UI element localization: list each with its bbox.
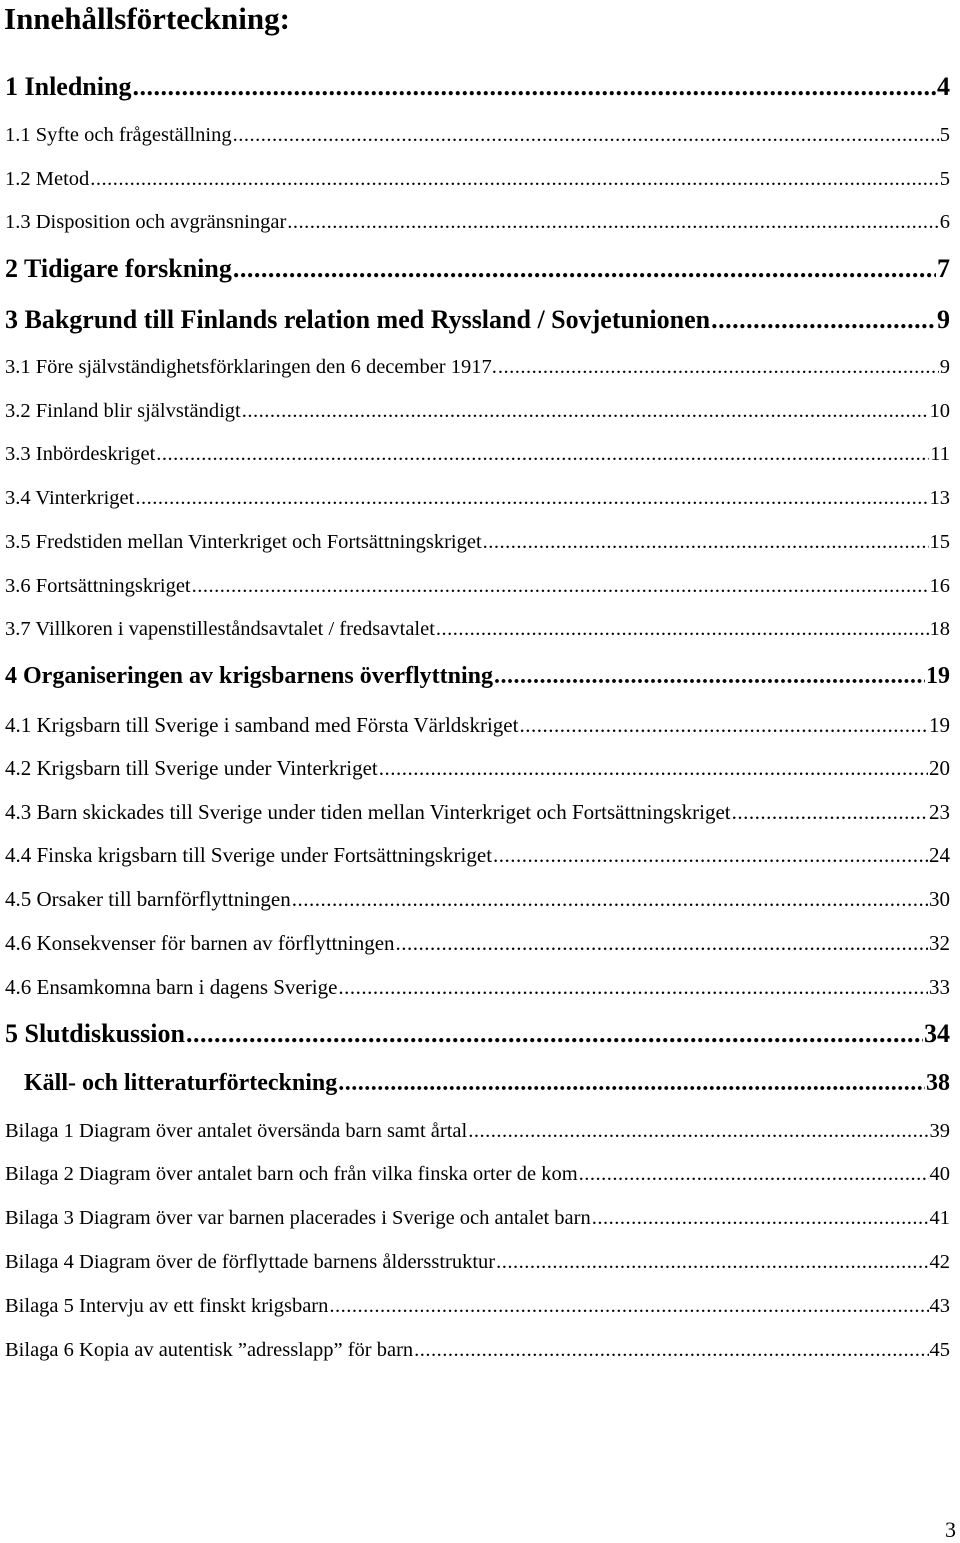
toc-leader-dots [711,305,936,335]
toc-entry[interactable] [5,1339,950,1362]
toc-entry-label: 1.2 Metod [5,168,90,190]
toc-entry[interactable] [5,1019,950,1049]
toc-entry-label: 4.5 Orsaker till barnförflyttningen [5,887,291,911]
toc-entry[interactable] [5,1120,950,1143]
toc-entry-page: 32 [929,931,950,955]
toc-entry-label: 5 Slutdiskussion [5,1019,185,1048]
toc-entry-label: 4 Organiseringen av krigsbarnens överflyttning [5,663,494,689]
toc-entry-label: 4.3 Barn skickades till Sverige under tiden mellan Vinterkriget och Fortsättningskriget [5,800,731,824]
toc-leader-dots [498,356,939,379]
toc-entry[interactable] [5,400,950,423]
toc-entry-page: 18 [929,618,950,640]
toc-entry-page: 30 [929,887,950,911]
toc-leader-dots [592,1207,929,1230]
toc-entry[interactable] [5,487,950,510]
toc-entry-page: 10 [929,400,950,422]
toc-leader-dots [287,211,938,234]
toc-leader-dots [414,1339,928,1362]
toc-leader-dots [156,443,929,466]
toc-entry[interactable] [5,575,950,598]
toc-entry-page: 5 [939,168,950,190]
toc-leader-dots [732,800,928,825]
toc-entry-label: Bilaga 4 Diagram över de förflyttade barnens åldersstruktur [5,1251,496,1273]
toc-entry[interactable] [5,663,950,690]
toc-entry-label: 4.6 Konsekvenser för barnen av förflyttningen [5,931,395,955]
toc-entry[interactable] [5,713,950,738]
toc-entry-page: 19 [926,663,950,689]
toc-entry-page: 40 [929,1163,950,1185]
toc-entry-page: 11 [930,443,950,465]
toc-entry-page: 19 [929,713,950,737]
toc-leader-dots [379,756,928,781]
toc-entry[interactable] [5,975,950,1000]
toc-leader-dots [233,254,936,284]
toc-entry-page: 33 [929,975,950,999]
toc-entry-page: 16 [929,575,950,597]
toc-entry-label: 3.2 Finland blir självständigt [5,400,241,422]
toc-entry-page: 43 [929,1295,950,1317]
toc-entry[interactable] [5,756,950,781]
page-number: 3 [945,1517,956,1542]
toc-leader-dots [135,487,928,510]
toc-leader-dots [329,1295,928,1318]
toc-entry-page: 4 [937,72,950,101]
toc-entry[interactable] [5,1070,950,1097]
toc-entry-label: 4.1 Krigsbarn till Sverige i samband med Första Världskriget [5,713,519,737]
toc-entry-label: 3.4 Vinterkriget [5,487,135,509]
toc-leader-dots [186,1019,923,1049]
toc-entry-label: Bilaga 1 Diagram över antalet översända barn samt årtal [5,1120,468,1142]
page-title: Innehållsförteckning: [4,1,290,36]
toc-entry-page: 20 [929,756,950,780]
toc-entry-page: 13 [929,487,950,509]
toc-entry-label: 1 Inledning [5,72,132,101]
toc-entry[interactable] [5,800,950,825]
toc-leader-dots [436,618,929,641]
toc-leader-dots [192,575,929,598]
toc-entry[interactable] [5,72,950,102]
toc-leader-dots [468,1120,928,1143]
toc-entry[interactable] [5,531,950,554]
toc-leader-dots [396,931,928,956]
toc-entry-label: Käll- och litteraturförteckning [24,1070,338,1096]
toc-leader-dots [496,1251,928,1274]
toc-entry[interactable] [5,1295,950,1318]
toc-entry-label: 1.3 Disposition och avgränsningar [5,211,287,233]
toc-entry-label: Bilaga 3 Diagram över var barnen placerades i Sverige och antalet barn [5,1207,591,1229]
toc-entry-page: 45 [929,1339,950,1361]
toc-leader-dots [579,1163,929,1186]
toc-leader-dots [338,1070,925,1097]
toc-entry-label: 4.6 Ensamkomna barn i dagens Sverige [5,975,338,999]
toc-leader-dots [483,531,929,554]
toc-entry-label: 2 Tidigare forskning [5,254,232,283]
toc-leader-dots [494,663,925,690]
toc-entry[interactable] [5,1163,950,1186]
toc-leader-dots [233,124,939,147]
toc-entry-page: 9 [937,305,950,334]
toc-entry-page: 24 [929,843,950,867]
toc-entry-page: 5 [939,124,950,146]
toc-leader-dots [338,975,928,1000]
toc-leader-dots [493,843,928,868]
toc-entry-page: 39 [929,1120,950,1142]
toc-entry[interactable] [5,168,950,191]
toc-entry-page: 38 [926,1070,950,1096]
toc-leader-dots [90,168,938,191]
toc-entry-page: 7 [937,254,950,283]
toc-entry-label: 1.1 Syfte och frågeställning [5,124,232,146]
toc-entry-page: 34 [924,1019,950,1048]
toc-entry[interactable] [5,843,950,868]
toc-entry-page: 41 [929,1207,950,1229]
toc-entry-page: 6 [939,211,950,233]
toc-entry-label: 4.2 Krigsbarn till Sverige under Vinterkriget [5,756,378,780]
toc-entry-page: 23 [929,800,950,824]
toc-entry[interactable] [5,887,950,912]
toc-entry[interactable] [5,124,950,147]
toc-entry-label: 3 Bakgrund till Finlands relation med Ryssland / Sovjetunionen [5,305,711,334]
toc-leader-dots [519,713,928,738]
toc-entry-page: 9 [939,356,950,378]
toc-entry[interactable] [5,211,950,234]
toc-entry[interactable] [5,254,950,284]
toc-entry[interactable] [5,443,950,466]
toc-entry-label: 3.5 Fredstiden mellan Vinterkriget och Fortsättningskriget [5,531,482,553]
toc-leader-dots [242,400,929,423]
toc-entry-label: 3.6 Fortsättningskriget [5,575,191,597]
toc-entry-label: 3.3 Inbördeskriget [5,443,156,465]
toc-entry[interactable] [5,305,950,335]
toc-entry[interactable] [5,1251,950,1274]
toc-entry-label: Bilaga 5 Intervju av ett finskt krigsbarn [5,1295,329,1317]
toc-entry[interactable] [5,931,950,956]
toc-entry-label: Bilaga 6 Kopia av autentisk ”adresslapp” för barn [5,1339,414,1361]
toc-entry-label: Bilaga 2 Diagram över antalet barn och från vilka finska orter de kom [5,1163,578,1185]
toc-entry-page: 42 [929,1251,950,1273]
toc-entry[interactable] [5,356,950,379]
toc-leader-dots [292,887,928,912]
toc-entry[interactable] [5,1207,950,1230]
toc-leader-dots [132,72,936,102]
toc-entry-label: 4.4 Finska krigsbarn till Sverige under Fortsättningskriget [5,843,493,867]
toc-entry-label: 3.7 Villkoren i vapenstilleståndsavtalet / fredsavtalet [5,618,435,640]
toc-entry[interactable] [5,618,950,641]
toc-entry-label: 3.1 Före självständighetsförklaringen den 6 december 1917. [5,356,497,378]
toc-entry-page: 15 [929,531,950,553]
